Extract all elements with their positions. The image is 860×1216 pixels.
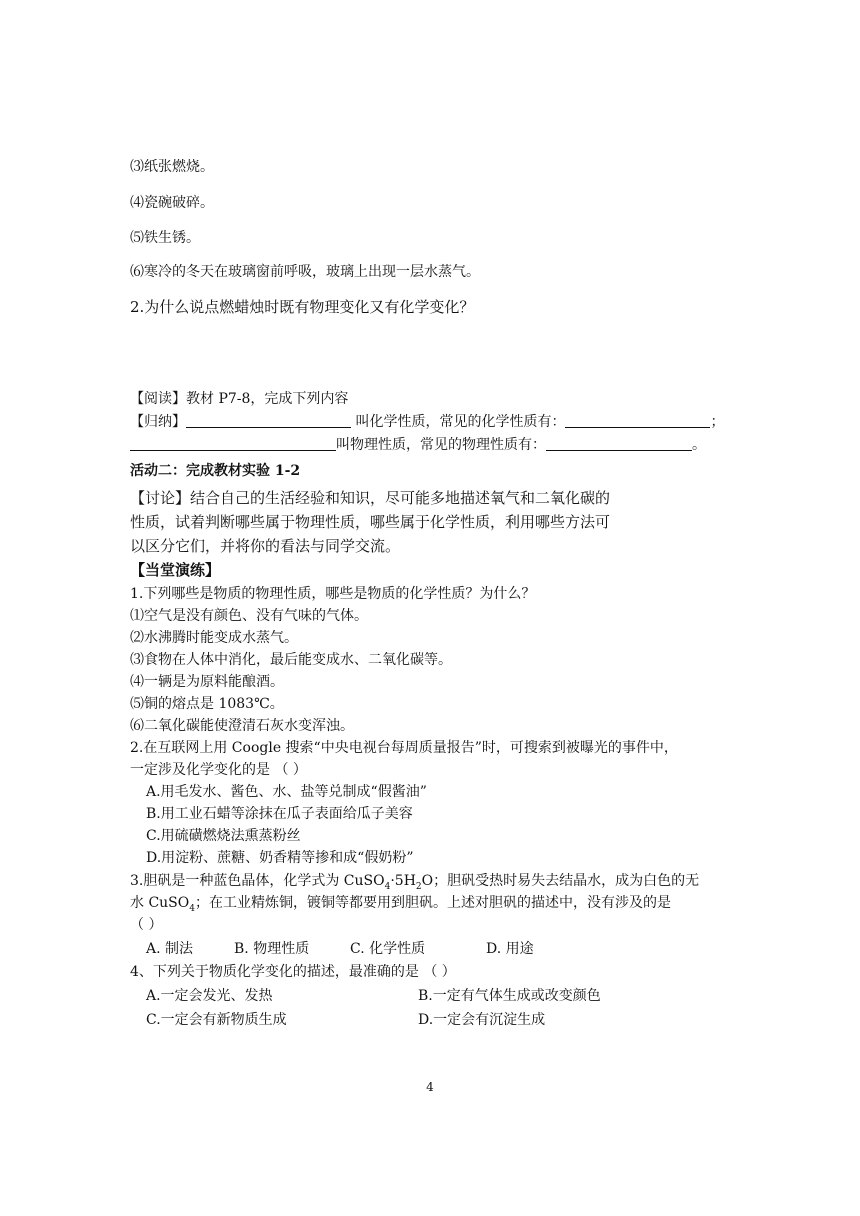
summary-end-2: 。	[692, 437, 706, 453]
item-4-bowl-breaking: ⑷瓷碗破碎。	[130, 195, 214, 211]
q1-item-2: ⑵水沸腾时能变成水蒸气。	[130, 630, 298, 646]
q3-text-b: ·5H	[390, 873, 416, 889]
reading-line: 【阅读】教材 P7-8，完成下列内容	[130, 391, 349, 407]
q4-stem: 4、下列关于物质化学变化的描述，最准确的是 （ ）	[130, 964, 456, 980]
summary-line-2	[130, 435, 706, 455]
summary-text-2: 叫物理性质，常见的物理性质有：	[336, 437, 546, 453]
q3-answer-bracket: （ ）	[130, 917, 163, 933]
subscript-4b: 4	[189, 903, 195, 914]
q3-text-c: O；胆矾受热时易失去结晶水，成为白色的无	[421, 873, 700, 889]
page-number: 4	[426, 1080, 434, 1094]
blank-chemical-examples[interactable]	[565, 413, 710, 428]
subscript-4: 4	[384, 881, 391, 892]
q1-stem: 1.下列哪些是物质的物理性质，哪些是物质的化学性质？为什么？	[130, 586, 536, 602]
q2-option-c: C.用硫磺燃烧法熏蒸粉丝	[146, 828, 301, 844]
q4-option-b: B.一定有气体生成或改变颜色	[418, 988, 601, 1004]
q2-option-a: A.用毛发水、酱色、水、盐等兑制成“假酱油”	[146, 784, 427, 800]
item-3-paper-burning: ⑶纸张燃烧。	[130, 159, 214, 175]
discussion-line-3: 以区分它们，并将你的看法与同学交流。	[130, 537, 401, 555]
q2-stem-2: 一定涉及化学变化的是 （ ）	[130, 762, 307, 778]
q4-option-d: D.一定会有沉淀生成	[418, 1012, 546, 1028]
q2-option-d: D.用淀粉、蔗糖、奶香精等掺和成“假奶粉”	[146, 850, 414, 866]
practice-heading: 【当堂演练】	[130, 561, 221, 579]
discussion-line-1: 【讨论】结合自己的生活经验和知识，尽可能多地描述氧气和二氧化碳的	[130, 489, 611, 507]
q3-line-2	[130, 893, 671, 919]
q4-option-a: A.一定会发光、发热	[146, 988, 273, 1004]
q1-item-6: ⑹二氧化碳能使澄清石灰水变浑浊。	[130, 718, 354, 734]
activity-two-heading: 活动二：完成教材实验 1-2	[130, 463, 301, 479]
item-6-breath-vapor: ⑹寒冷的冬天在玻璃窗前呼吸，玻璃上出现一层水蒸气。	[130, 264, 480, 280]
q2-option-b: B.用工业石蜡等涂抹在瓜子表面给瓜子美容	[146, 806, 413, 822]
q1-item-4: ⑷一辆是为原料能酿酒。	[130, 674, 284, 690]
summary-line-1	[130, 412, 724, 432]
item-5-iron-rusting: ⑸铁生锈。	[130, 230, 200, 246]
blank-chemical-property[interactable]	[186, 413, 351, 428]
q3-option-c: C. 化学性质	[350, 941, 426, 957]
q3-option-b: B. 物理性质	[234, 941, 310, 957]
q4-option-c: C.一定会有新物质生成	[146, 1012, 287, 1028]
q3-option-d: D. 用途	[486, 941, 534, 957]
q2-stem-1: 2.在互联网上用 Coogle 搜索“中央电视台每周质量报告”时，可搜索到被曝光的事件中，	[130, 740, 678, 756]
question-candle: 2.为什么说点燃蜡烛时既有物理变化又有化学变化？	[130, 298, 475, 316]
subscript-2: 2	[415, 881, 422, 892]
q1-item-1: ⑴空气是没有颜色、没有气味的气体。	[130, 608, 368, 624]
q3-text-e: ；在工业精炼铜，镀铜等都要用到胆矾。上述对胆矾的描述中，没有涉及的是	[194, 895, 671, 911]
summary-text-1: 叫化学性质，常见的化学性质有：	[351, 414, 566, 430]
q3-text-a: 3.胆矾是一种蓝色晶体，化学式为 CuSO	[130, 873, 385, 889]
discussion-line-2: 性质，试着判断哪些属于物理性质，哪些属于化学性质，利用哪些方法可	[130, 513, 611, 531]
summary-end-1: ；	[710, 414, 725, 430]
q1-item-3: ⑶食物在人体中消化，最后能变成水、二氧化碳等。	[130, 652, 452, 668]
q3-text-d: 水 CuSO	[130, 895, 190, 911]
blank-physical-property[interactable]	[130, 436, 336, 451]
summary-label: 【归纳】	[130, 414, 186, 430]
blank-physical-examples[interactable]	[546, 436, 692, 451]
q3-option-a: A. 制法	[146, 941, 194, 957]
q1-item-5: ⑸铜的熔点是 1083℃。	[130, 696, 284, 712]
